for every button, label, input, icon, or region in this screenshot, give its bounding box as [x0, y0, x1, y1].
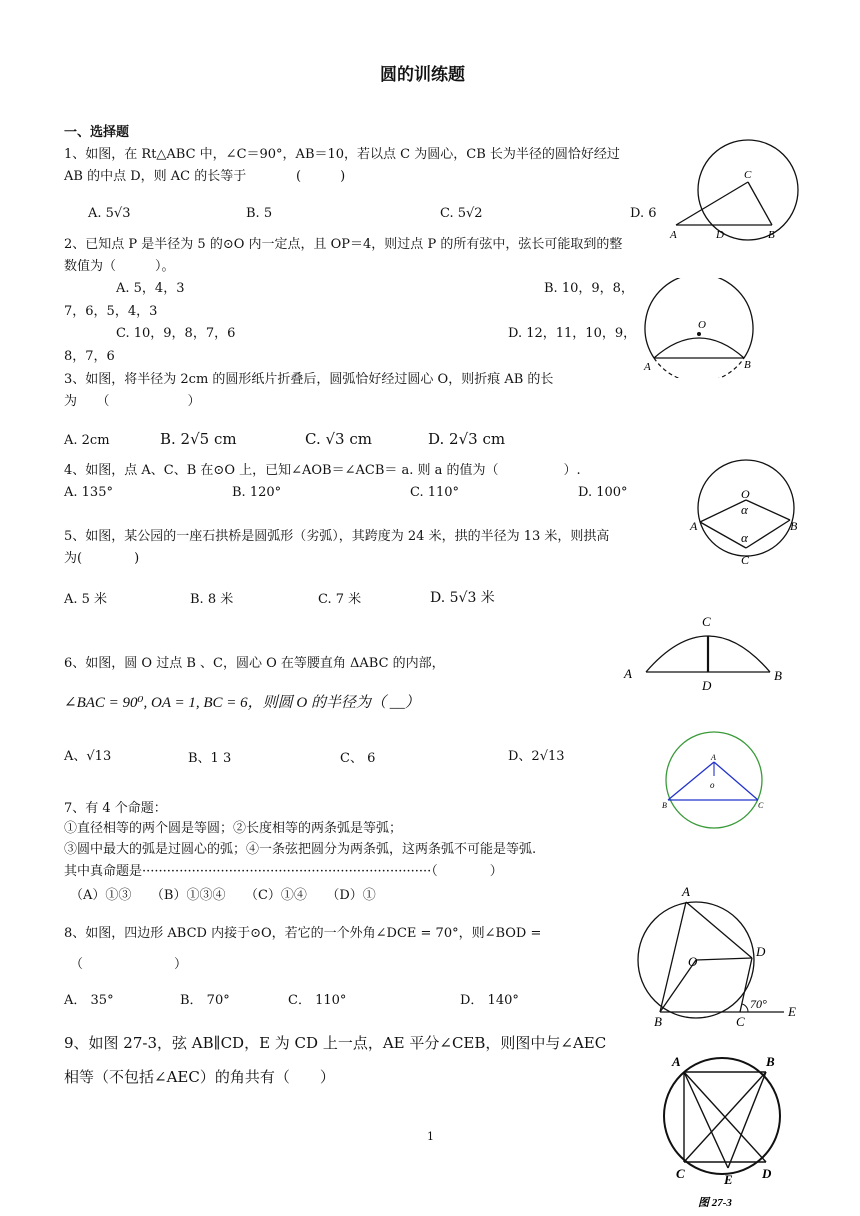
q8-fig-label-c: C	[736, 1014, 745, 1029]
q6-figure	[658, 730, 770, 830]
q5-fig-label-c: C	[702, 614, 711, 629]
q7-options: （A）①③ （B）①③④ （C）①④ （D）①	[70, 888, 376, 903]
q4-fig-label-o: O	[741, 487, 750, 501]
q8-option-c: C． 110°	[288, 993, 347, 1008]
q4-fig-label-alpha-top: α	[741, 502, 748, 517]
q2-option-b-cont: 7，6，5，4，3	[64, 304, 158, 319]
q6-fig-label-b: B	[662, 801, 667, 810]
q2-option-b: B. 10，9，8，	[544, 281, 634, 296]
q3-option-b: B. 2√5 cm	[160, 430, 237, 448]
q1-fig-label-c: C	[744, 169, 752, 181]
q9-fig-label-e: E	[724, 1172, 733, 1187]
q8-option-a: A． 35°	[64, 993, 114, 1008]
q8-line1: 8、如图，四边形 ABCD 内接于⊙O，若它的一个外角∠DCE = 70°，则∠BOD =	[64, 926, 542, 941]
q1-option-d: D. 6	[630, 206, 656, 221]
q5-figure	[618, 606, 798, 696]
q6-option-c: C、 6	[340, 751, 376, 766]
q5-option-d: D. 5√3 米	[430, 590, 495, 606]
q5-line2: 为( )	[64, 551, 140, 566]
q3-option-a: A. 2cm	[64, 433, 110, 448]
q6-line2: ∠BAC = 90⁰, OA = 1, BC = 6，则圆 O 的半径为（ __）	[64, 695, 420, 711]
q1-option-c: C. 5√2	[440, 206, 483, 221]
q7-line4: 其中真命题是······································································（ ）	[64, 864, 503, 879]
q9-fig-label-b: B	[766, 1054, 775, 1069]
q8-fig-label-o: O	[688, 954, 698, 969]
q1-option-a: A. 5√3	[88, 206, 131, 221]
q6-line1: 6、如图，圆 O 过点 B 、C，圆心 O 在等腰直角 ΔABC 的内部，	[64, 656, 445, 671]
q2-line1: 2、已知点 P 是半径为 5 的⊙O 内一定点，且 OP＝4，则过点 P 的所有弦中，弦长可能取到的整	[64, 237, 623, 252]
q6-option-b: B、1 3	[188, 751, 232, 766]
q2-option-a: A. 5，4，3	[116, 281, 185, 296]
q6-fig-label-o: o	[710, 780, 715, 790]
q3-line2: 为 （ ）	[64, 394, 201, 409]
q5-fig-label-d: D	[702, 678, 712, 693]
q8-fig-label-e: E	[788, 1004, 796, 1019]
q8-fig-label-70: 70°	[750, 997, 767, 1011]
q2-fig-label-b: B	[744, 359, 751, 371]
q9-fig-label-d: D	[762, 1166, 772, 1181]
q4-fig-label-c: C	[741, 553, 750, 567]
q1-fig-label-b: B	[768, 229, 775, 241]
q6-fig-label-c: C	[758, 801, 764, 810]
q3-option-c: C. √3 cm	[305, 430, 372, 448]
q7-line3: ③圆中最大的弧是过圆心的弧；④一条弦把圆分为两条弧，这两条弧不可能是等弧.	[64, 842, 537, 857]
q5-fig-label-b: B	[774, 668, 782, 683]
q4-fig-label-b: B	[790, 519, 798, 533]
q8-option-b: B． 70°	[180, 993, 230, 1008]
q3-line1: 3、如图，将半径为 2cm 的圆形纸片折叠后，圆弧恰好经过圆心 O，则折痕 AB 的长	[64, 372, 554, 387]
q1-fig-label-a: A	[670, 229, 677, 241]
q5-fig-label-a: A	[624, 666, 632, 681]
q2-option-d: D. 12，11，10，9，	[508, 326, 637, 341]
q9-fig-caption: 图 27-3	[698, 1197, 732, 1209]
q2-line2: 数值为（ ）。	[64, 259, 175, 274]
q7-line1: 7、有 4 个命题：	[64, 801, 167, 816]
q9-line2: 相等（不包括∠AEC）的角共有（ ）	[64, 1068, 335, 1086]
q1-fig-label-d: D	[716, 229, 724, 241]
q5-option-b: B. 8 米	[190, 592, 234, 607]
q1-option-b: B. 5	[246, 206, 273, 221]
q4-line1: 4、如图，点 A、C、B 在⊙O 上，已知∠AOB＝∠ACB＝ a. 则 a 的值为（ ）.	[64, 463, 581, 478]
q6-option-d: D、2√13	[508, 749, 565, 764]
q1-line1: 1、如图，在 Rt△ABC 中，∠C＝90°，AB＝10，若以点 C 为圆心，CB 长为半径的圆恰好经过	[64, 147, 620, 162]
q4-fig-label-alpha-bottom: α	[741, 530, 748, 545]
q7-line2: ①直径相等的两个圆是等圆；②长度相等的两条弧是等弧；	[64, 821, 403, 836]
q8-line2: （ ）	[70, 957, 188, 972]
q2-option-c: C. 10，9，8，7，6	[116, 326, 236, 341]
q2-fig-label-o: O	[698, 319, 706, 331]
q8-option-d: D． 140°	[460, 993, 519, 1008]
q1-figure	[668, 130, 808, 250]
q4-option-d: D. 100°	[578, 485, 628, 500]
q5-option-c: C. 7 米	[318, 592, 362, 607]
section-heading: 一、选择题	[64, 125, 130, 140]
q5-line1: 5、如图，某公园的一座石拱桥是圆弧形（劣弧），其跨度为 24 米，拱的半径为 13 米，则拱高	[64, 529, 610, 544]
q8-figure	[636, 880, 806, 1030]
q4-figure	[686, 458, 806, 568]
q2-option-d-cont: 8，7，6	[64, 349, 115, 364]
q9-line1: 9、如图 27-3，弦 AB∥CD，E 为 CD 上一点，AE 平分∠CEB，则图中与∠AEC	[64, 1034, 607, 1052]
q6-option-a: A、√13	[64, 749, 112, 764]
q9-fig-label-c: C	[676, 1166, 685, 1181]
q2-fig-label-a: A	[644, 361, 651, 373]
page-title: 圆的训练题	[380, 65, 465, 85]
q1-line2: AB 的中点 D，则 AC 的长等于	[64, 169, 247, 184]
q8-fig-label-a: A	[682, 884, 690, 899]
q8-fig-label-d: D	[756, 944, 766, 959]
q5-option-a: A. 5 米	[64, 592, 108, 607]
q4-option-c: C. 110°	[410, 485, 460, 500]
q9-figure	[662, 1044, 788, 1212]
q4-fig-label-a: A	[690, 519, 698, 533]
q3-option-d: D. 2√3 cm	[428, 430, 506, 448]
q6-fig-label-a: A	[711, 753, 716, 762]
q1-paren: ( )	[296, 169, 346, 184]
q2-figure	[640, 278, 770, 378]
page-number: 1	[427, 1130, 434, 1143]
q9-fig-label-a: A	[672, 1054, 681, 1069]
q8-fig-label-b: B	[654, 1014, 662, 1029]
q4-option-b: B. 120°	[232, 485, 282, 500]
q4-option-a: A. 135°	[64, 485, 113, 500]
